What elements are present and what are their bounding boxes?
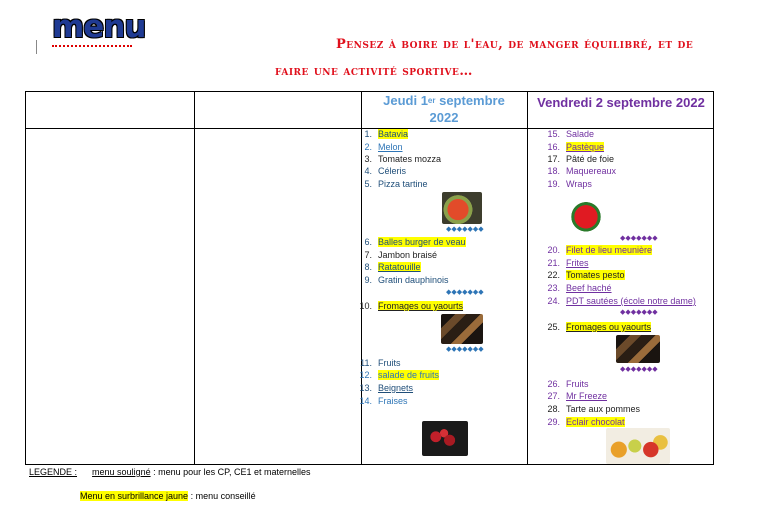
item-number: 13. <box>359 383 372 393</box>
item-text: Ratatouille <box>378 262 421 272</box>
cheese-photo <box>441 314 483 344</box>
item-text: Balles burger de veau <box>378 237 466 247</box>
list-item <box>544 257 589 269</box>
legend-highlight <box>80 491 256 501</box>
item-number: 19. <box>547 179 560 189</box>
item-text: Gratin dauphinois <box>378 275 449 285</box>
text-cursor-mark <box>36 40 37 54</box>
item-number: 16. <box>547 142 560 152</box>
list-item <box>356 178 428 190</box>
item-text: Fraises <box>378 396 408 406</box>
list-item <box>356 369 439 381</box>
watermelon-photo <box>566 194 606 232</box>
item-number: 22. <box>547 270 560 280</box>
list-item <box>544 295 696 307</box>
separator-dots: ◆◆◆◆◆◆◆ <box>446 288 484 296</box>
fruit-basket-photo <box>606 428 670 464</box>
slogan-line-1: Pensez à boire de l'eau, de manger équilibré, et de <box>336 37 694 52</box>
item-text: Eclair chocolat <box>566 417 625 427</box>
item-number: 27. <box>547 391 560 401</box>
list-item <box>544 165 616 177</box>
item-number: 18. <box>547 166 560 176</box>
list-item <box>356 236 466 248</box>
jeudi-title-month: septembre <box>435 93 505 108</box>
list-item <box>356 141 403 153</box>
item-text: salade de fruits <box>378 370 440 380</box>
item-number: 20. <box>547 245 560 255</box>
list-item <box>544 403 640 415</box>
item-text: Fromages ou yaourts <box>378 301 464 311</box>
item-text: Tomates pesto <box>566 270 625 280</box>
column-divider <box>527 92 528 464</box>
jeudi-title-year: 2022 <box>429 110 459 125</box>
separator-dots: ◆◆◆◆◆◆◆ <box>620 308 658 316</box>
melon-photo <box>442 192 482 224</box>
day-header-vendredi <box>528 92 714 130</box>
slogan-line-2: faire une activité sportive… <box>275 64 473 79</box>
item-text: Frites <box>566 258 589 268</box>
list-item <box>356 274 449 286</box>
list-item <box>544 321 651 333</box>
menu-logo: menu <box>52 9 146 45</box>
item-number: 10. <box>359 301 372 311</box>
list-item <box>544 141 604 153</box>
jeudi-title: Jeudi 1 <box>383 93 428 108</box>
list-item <box>544 416 625 428</box>
item-number: 5. <box>364 179 372 189</box>
item-text: Tarte aux pommes <box>566 404 641 414</box>
item-number: 29. <box>547 417 560 427</box>
jeudi-title-sup: er <box>427 96 436 105</box>
strawberry-photo <box>422 421 468 456</box>
separator-dots: ◆◆◆◆◆◆◆ <box>620 365 658 373</box>
item-text: Pastèque <box>566 142 605 152</box>
list-item <box>544 178 592 190</box>
list-item <box>356 153 441 165</box>
item-number: 3. <box>364 154 372 164</box>
list-item <box>544 282 612 294</box>
item-text: Beignets <box>378 383 414 393</box>
legend-highlight-term: Menu en surbrillance jaune <box>80 491 189 501</box>
list-item <box>544 269 625 281</box>
item-text: Tomates mozza <box>378 154 442 164</box>
list-item <box>356 382 413 394</box>
item-text: Fromages ou yaourts <box>566 322 652 332</box>
item-number: 24. <box>547 296 560 306</box>
item-number: 11. <box>360 358 372 368</box>
separator-dots: ◆◆◆◆◆◆◆ <box>620 234 658 242</box>
item-text: Beef haché <box>566 283 612 293</box>
item-text: Filet de lieu meunière <box>566 245 653 255</box>
item-number: 21. <box>547 258 560 268</box>
vendredi-title: Vendredi 2 septembre 2022 <box>537 95 705 110</box>
item-number: 17. <box>547 154 560 164</box>
item-text: Mr Freeze <box>566 391 608 401</box>
item-text: PDT sautées (école notre dame) <box>566 296 696 306</box>
column-divider <box>194 92 195 464</box>
item-number: 28. <box>547 404 560 414</box>
item-number: 9. <box>364 275 372 285</box>
list-item <box>356 395 408 407</box>
legend-label: LEGENDE : <box>29 467 78 477</box>
list-item <box>544 153 614 165</box>
item-text: Céleris <box>378 166 407 176</box>
item-number: 25. <box>547 322 560 332</box>
item-number: 26. <box>547 379 560 389</box>
list-item <box>356 128 408 140</box>
logo-underline <box>52 42 132 47</box>
item-text: Batavia <box>378 129 409 139</box>
separator-dots: ◆◆◆◆◆◆◆ <box>446 345 484 353</box>
item-number: 8. <box>364 262 372 272</box>
list-item <box>544 128 594 140</box>
list-item <box>356 165 406 177</box>
item-number: 1. <box>364 129 372 139</box>
item-text: Wraps <box>566 179 592 189</box>
list-item <box>356 249 437 261</box>
item-text: Salade <box>566 129 595 139</box>
legend-underlined-term: menu souligné <box>92 467 151 477</box>
item-text: Jambon braisé <box>378 250 438 260</box>
legend-highlight-desc: : menu conseillé <box>188 491 256 501</box>
list-item <box>544 244 652 256</box>
item-text: Pâté de foie <box>566 154 615 164</box>
list-item <box>544 378 589 390</box>
legend-underline <box>29 467 311 477</box>
item-number: 6. <box>364 237 372 247</box>
day-header-jeudi <box>361 92 527 128</box>
list-item <box>544 390 607 402</box>
item-text: Pizza tartine <box>378 179 428 189</box>
item-number: 4. <box>364 166 372 176</box>
item-text: Melon <box>378 142 403 152</box>
legend-underlined-desc: : menu pour les CP, CE1 et maternelles <box>150 467 311 477</box>
item-number: 12. <box>359 370 372 380</box>
item-number: 23. <box>547 283 560 293</box>
item-number: 14. <box>359 396 372 406</box>
item-text: Fruits <box>378 358 401 368</box>
cheese-photo <box>616 335 660 363</box>
item-number: 7. <box>364 250 372 260</box>
item-text: Fruits <box>566 379 589 389</box>
item-text: Maquereaux <box>566 166 617 176</box>
list-item <box>356 300 463 312</box>
list-item <box>356 357 401 369</box>
separator-dots: ◆◆◆◆◆◆◆ <box>446 225 484 233</box>
item-number: 2. <box>364 142 372 152</box>
item-number: 15. <box>547 129 560 139</box>
list-item <box>356 261 421 273</box>
